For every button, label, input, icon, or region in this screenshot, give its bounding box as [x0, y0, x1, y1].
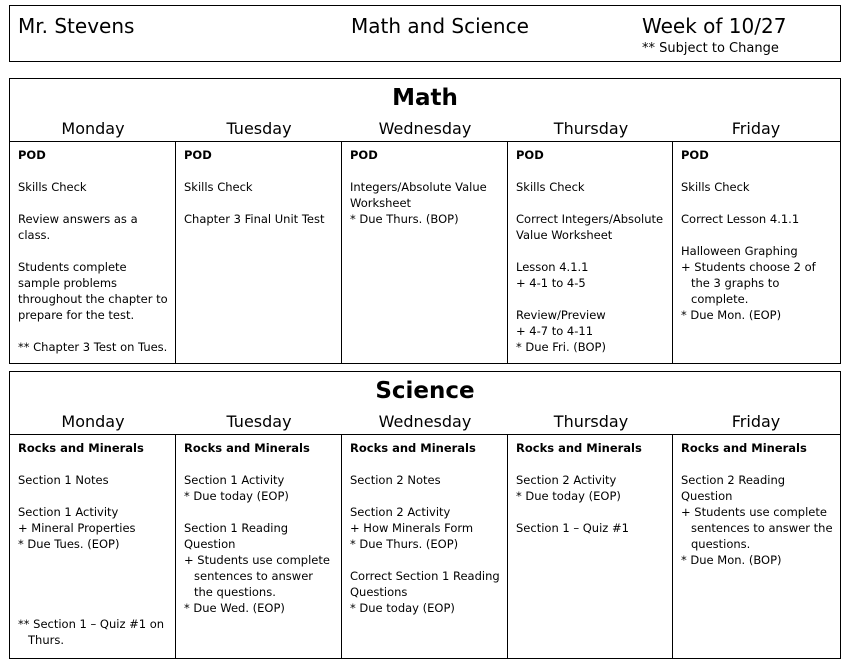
cell-line [516, 195, 666, 211]
cell-line: * Due Thurs. (BOP) [350, 212, 459, 226]
subject-title: Math and Science [351, 14, 529, 38]
cell-line [18, 552, 169, 568]
cell-heading: Rocks and Minerals [18, 441, 144, 455]
math-thursday-cell [508, 142, 673, 363]
cell-line [184, 195, 335, 211]
science-day-wednesday: Wednesday [378, 412, 472, 431]
science-tuesday-cell [176, 435, 342, 658]
cell-heading: Rocks and Minerals [350, 441, 476, 455]
cell-line: Section 1 – Quiz #1 [516, 521, 629, 535]
math-monday-cell [10, 142, 176, 363]
cell-heading: POD [681, 148, 709, 162]
cell-line [681, 456, 834, 472]
cell-line: Section 1 Activity [18, 505, 119, 519]
cell-line [18, 323, 169, 339]
cell-line: Integers/Absolute Value Worksheet [350, 180, 491, 210]
cell-line: Skills Check [681, 180, 750, 194]
math-day-monday: Monday [61, 119, 125, 138]
science-section [9, 371, 841, 659]
cell-line: Section 2 Activity [516, 473, 617, 487]
math-day-friday: Friday [731, 119, 781, 138]
cell-heading: POD [184, 148, 212, 162]
science-grid [10, 434, 840, 658]
science-day-tuesday: Tuesday [226, 412, 292, 431]
cell-line [681, 195, 834, 211]
cell-line [18, 163, 169, 179]
cell-line: + Students use complete sentences to answer the questions. [681, 505, 837, 551]
math-day-tuesday: Tuesday [226, 119, 292, 138]
cell-line: Section 1 Notes [18, 473, 109, 487]
math-day-wednesday: Wednesday [378, 119, 472, 138]
cell-line: * Due Thurs. (EOP) [350, 537, 459, 551]
cell-line: + 4-7 to 4-11 [516, 324, 594, 338]
math-day-thursday: Thursday [553, 119, 629, 138]
cell-line: + Students use complete sentences to answer the questions. [184, 553, 334, 599]
cell-line: Halloween Graphing [681, 244, 798, 258]
header-box [9, 5, 841, 62]
cell-heading: Rocks and Minerals [681, 441, 807, 455]
science-day-thursday: Thursday [553, 412, 629, 431]
cell-line: Correct Lesson 4.1.1 [681, 212, 800, 226]
cell-line [18, 456, 169, 472]
cell-line [350, 163, 501, 179]
cell-line [350, 456, 501, 472]
cell-line: Section 2 Reading Question [681, 473, 789, 503]
cell-line: ** Chapter 3 Test on Tues. [18, 340, 168, 354]
cell-line: Skills Check [516, 180, 585, 194]
cell-line: * Due Tues. (EOP) [18, 537, 120, 551]
math-tuesday-cell [176, 142, 342, 363]
science-friday-cell [673, 435, 840, 658]
cell-line: + 4-1 to 4-5 [516, 276, 586, 290]
math-wednesday-cell [342, 142, 508, 363]
math-friday-cell [673, 142, 840, 363]
cell-heading: Rocks and Minerals [516, 441, 642, 455]
math-section [9, 78, 841, 364]
cell-line [184, 456, 335, 472]
cell-line [18, 568, 169, 584]
cell-line: Skills Check [184, 180, 253, 194]
cell-line: Review/Preview [516, 308, 606, 322]
cell-line [516, 291, 666, 307]
cell-line: Students complete sample problems throughout the chapter to prepare for the test. [18, 260, 172, 322]
math-title: Math [392, 85, 458, 111]
cell-line: + Mineral Properties [18, 521, 136, 535]
cell-line: Section 2 Notes [350, 473, 441, 487]
cell-line: Correct Integers/Absolute Value Worksheet [516, 212, 667, 242]
cell-line [681, 227, 834, 243]
cell-line: ** Section 1 – Quiz #1 on Thurs. [18, 617, 168, 647]
cell-line [350, 488, 501, 504]
cell-line [681, 163, 834, 179]
cell-line [516, 504, 666, 520]
cell-heading: POD [18, 148, 46, 162]
science-day-monday: Monday [61, 412, 125, 431]
science-day-friday: Friday [731, 412, 781, 431]
week-label: Week of 10/27 [642, 14, 787, 38]
cell-line: * Due today (EOP) [350, 601, 455, 615]
cell-line [18, 488, 169, 504]
cell-line [18, 195, 169, 211]
cell-heading: POD [350, 148, 378, 162]
cell-line: Section 1 Activity [184, 473, 285, 487]
science-title: Science [375, 378, 475, 404]
cell-line [18, 243, 169, 259]
cell-line: Skills Check [18, 180, 87, 194]
cell-line: Section 1 Reading Question [184, 521, 292, 551]
subject-to-change-note: ** Subject to Change [642, 41, 779, 56]
cell-line [516, 243, 666, 259]
cell-heading: POD [516, 148, 544, 162]
cell-line: * Due Mon. (EOP) [681, 308, 782, 322]
cell-line [18, 584, 169, 600]
cell-line: Chapter 3 Final Unit Test [184, 212, 325, 226]
cell-line: Correct Section 1 Reading Questions [350, 569, 504, 599]
cell-line: * Due today (EOP) [184, 489, 289, 503]
cell-heading: Rocks and Minerals [184, 441, 310, 455]
cell-line [18, 600, 169, 616]
cell-line: Lesson 4.1.1 [516, 260, 589, 274]
science-wednesday-cell [342, 435, 508, 658]
cell-line: * Due Mon. (BOP) [681, 553, 782, 567]
cell-line: Section 2 Activity [350, 505, 451, 519]
teacher-name: Mr. Stevens [18, 14, 135, 38]
science-thursday-cell [508, 435, 673, 658]
cell-line [516, 163, 666, 179]
cell-line [350, 552, 501, 568]
cell-line: * Due Wed. (EOP) [184, 601, 285, 615]
math-grid [10, 141, 840, 363]
science-monday-cell [10, 435, 176, 658]
cell-line [184, 163, 335, 179]
cell-line [516, 456, 666, 472]
cell-line: Review answers as a class. [18, 212, 142, 242]
cell-line: * Due today (EOP) [516, 489, 621, 503]
cell-line: * Due Fri. (BOP) [516, 340, 606, 354]
cell-line: + Students choose 2 of the 3 graphs to complete. [681, 260, 820, 306]
cell-line [184, 504, 335, 520]
cell-line: + How Minerals Form [350, 521, 474, 535]
